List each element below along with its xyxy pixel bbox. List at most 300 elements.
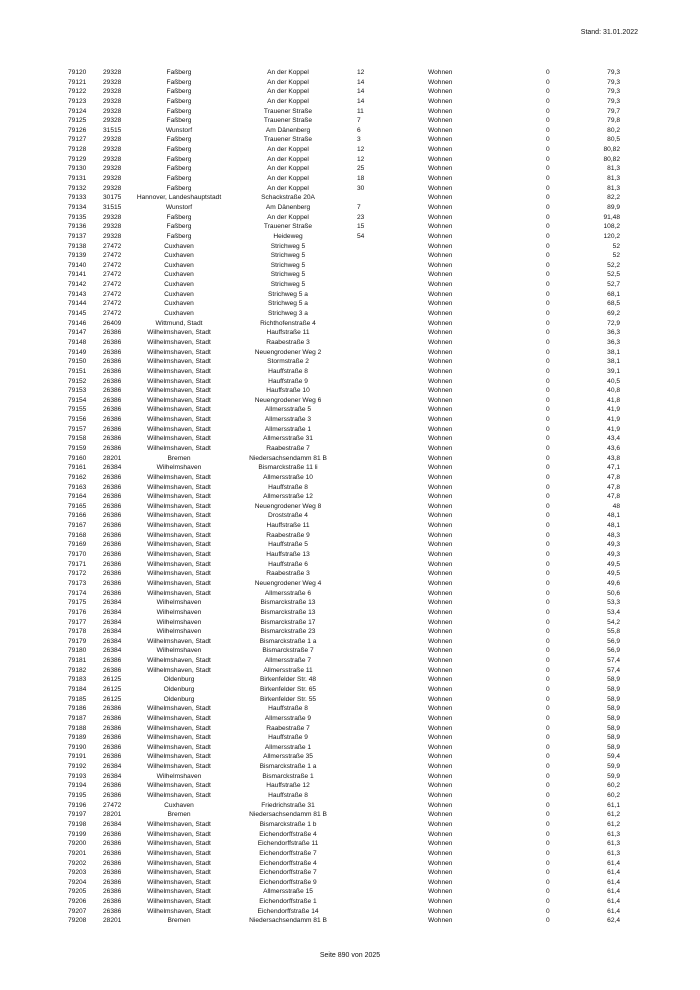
city: Cuxhaven <box>164 271 194 279</box>
city: Cuxhaven <box>164 252 194 260</box>
row-id: 79129 <box>68 155 87 163</box>
city: Wilhelmshaven, Stadt <box>147 849 211 857</box>
city: Wilhelmshaven, Stadt <box>147 483 211 491</box>
table-row <box>0 589 700 599</box>
usage: Wohnen <box>428 117 453 125</box>
table-row <box>0 97 700 107</box>
street: Bismarckstraße 13 <box>260 608 316 616</box>
postal-code: 27472 <box>103 281 122 289</box>
row-id: 79193 <box>68 772 87 780</box>
postal-code: 26384 <box>103 820 122 828</box>
city: Faßberg <box>166 146 192 154</box>
city: Wilhelmshaven <box>156 618 202 626</box>
usage: Wohnen <box>428 319 453 327</box>
table-row <box>0 714 700 724</box>
usage: Wohnen <box>428 589 453 597</box>
zero-value: 0 <box>546 493 550 501</box>
area-value: 80,82 <box>603 146 620 154</box>
usage: Wohnen <box>428 232 453 240</box>
area-value: 50,6 <box>607 589 620 597</box>
postal-code: 26386 <box>103 541 122 549</box>
area-value: 54,2 <box>607 618 620 626</box>
table-row <box>0 415 700 425</box>
table-row <box>0 116 700 126</box>
postal-code: 26386 <box>103 522 122 530</box>
table-row <box>0 608 700 618</box>
street: Neuengrodener Weg 8 <box>254 502 322 510</box>
row-id: 79177 <box>68 618 87 626</box>
usage: Wohnen <box>428 416 453 424</box>
row-id: 79153 <box>68 387 87 395</box>
zero-value: 0 <box>546 175 550 183</box>
zero-value: 0 <box>546 69 550 76</box>
postal-code: 26386 <box>103 734 122 742</box>
city: Wilhelmshaven, Stadt <box>147 338 211 346</box>
street: Am Dänenberg <box>265 203 311 211</box>
usage: Wohnen <box>428 184 453 192</box>
zero-value: 0 <box>546 743 550 751</box>
zero-value: 0 <box>546 203 550 211</box>
area-value: 79,3 <box>607 97 620 105</box>
street: Strichweg 5 <box>270 271 306 279</box>
usage: Wohnen <box>428 907 453 915</box>
street: An der Koppel <box>267 88 309 96</box>
table-row <box>0 155 700 165</box>
street: Allmersstraße 12 <box>263 493 313 501</box>
postal-code: 28201 <box>103 811 122 819</box>
zero-value: 0 <box>546 589 550 597</box>
street: An der Koppel <box>267 155 309 163</box>
row-id: 79154 <box>68 396 87 404</box>
row-id: 79157 <box>68 425 87 433</box>
street: Hauffstraße 11 <box>266 522 310 530</box>
city: Cuxhaven <box>164 261 194 269</box>
zero-value: 0 <box>546 695 550 703</box>
city: Faßberg <box>166 184 192 192</box>
area-value: 53,4 <box>607 608 620 616</box>
area-value: 58,9 <box>607 734 620 742</box>
street: Niedersachsendamm 81 B <box>249 917 327 925</box>
street: Raabestraße 7 <box>266 724 310 732</box>
table-row <box>0 473 700 483</box>
postal-code: 29328 <box>103 184 122 192</box>
usage: Wohnen <box>428 849 453 857</box>
table-row <box>0 367 700 377</box>
area-value: 53,3 <box>607 599 620 607</box>
postal-code: 26386 <box>103 493 122 501</box>
postal-code: 26386 <box>103 387 122 395</box>
street: Bismarckstraße 1 a <box>259 763 317 771</box>
area-value: 56,9 <box>607 637 620 645</box>
street: Bismarckstraße 1 a <box>259 637 317 645</box>
postal-code: 26384 <box>103 647 122 655</box>
zero-value: 0 <box>546 840 550 848</box>
table-row <box>0 492 700 502</box>
usage: Wohnen <box>428 763 453 771</box>
row-id: 79168 <box>68 531 87 539</box>
usage: Wohnen <box>428 599 453 607</box>
city: Wilhelmshaven, Stadt <box>147 358 211 366</box>
postal-code: 26384 <box>103 608 122 616</box>
city: Wilhelmshaven, Stadt <box>147 820 211 828</box>
row-id: 79202 <box>68 859 87 867</box>
city: Wilhelmshaven, Stadt <box>147 859 211 867</box>
city: Cuxhaven <box>164 242 194 250</box>
street: Hauffstraße 8 <box>268 367 308 375</box>
street: Schackstraße 20A <box>261 194 315 202</box>
postal-code: 26384 <box>103 599 122 607</box>
zero-value: 0 <box>546 917 550 925</box>
city: Wilhelmshaven, Stadt <box>147 666 211 674</box>
zero-value: 0 <box>546 676 550 684</box>
city: Oldenburg <box>163 676 195 684</box>
usage: Wohnen <box>428 165 453 173</box>
area-value: 79,7 <box>607 107 620 115</box>
area-value: 49,5 <box>607 570 620 578</box>
street: Allmersstraße 10 <box>263 473 313 481</box>
city: Wilhelmshaven, Stadt <box>147 502 211 510</box>
table-row <box>0 184 700 194</box>
postal-code: 27472 <box>103 310 122 318</box>
zero-value: 0 <box>546 310 550 318</box>
city: Wilhelmshaven, Stadt <box>147 396 211 404</box>
row-id: 79163 <box>68 483 87 491</box>
street: Eichendorffstraße 9 <box>259 878 317 886</box>
city: Wilhelmshaven, Stadt <box>147 907 211 915</box>
postal-code: 26386 <box>103 502 122 510</box>
table-row <box>0 425 700 435</box>
usage: Wohnen <box>428 579 453 587</box>
postal-code: 26386 <box>103 570 122 578</box>
city: Bremen <box>167 454 191 462</box>
table-row <box>0 145 700 155</box>
area-value: 36,3 <box>607 338 620 346</box>
street: Allmersstraße 15 <box>263 888 313 896</box>
row-id: 79167 <box>68 522 87 530</box>
city: Wilhelmshaven, Stadt <box>147 348 211 356</box>
zero-value: 0 <box>546 252 550 260</box>
table-row <box>0 531 700 541</box>
usage: Wohnen <box>428 107 453 115</box>
usage: Wohnen <box>428 820 453 828</box>
table-row <box>0 357 700 367</box>
street: Birkenfelder Str. 48 <box>259 676 317 684</box>
table-row <box>0 319 700 329</box>
city: Wilhelmshaven, Stadt <box>147 570 211 578</box>
zero-value: 0 <box>546 686 550 693</box>
city: Wilhelmshaven, Stadt <box>147 830 211 838</box>
table-row <box>0 405 700 415</box>
area-value: 40,8 <box>607 387 620 395</box>
table-row <box>0 820 700 830</box>
zero-value: 0 <box>546 522 550 530</box>
street: Neuengrodener Weg 2 <box>254 348 322 356</box>
area-value: 68,1 <box>607 290 620 298</box>
table-row <box>0 68 700 78</box>
street: An der Koppel <box>267 146 309 154</box>
table-row <box>0 251 700 261</box>
table-row <box>0 242 700 252</box>
row-id: 79180 <box>68 647 87 655</box>
postal-code: 27472 <box>103 801 122 809</box>
city: Faßberg <box>166 107 192 115</box>
postal-code: 29328 <box>103 213 122 221</box>
row-id: 79206 <box>68 898 87 906</box>
postal-code: 26386 <box>103 878 122 886</box>
usage: Wohnen <box>428 300 453 308</box>
table-row <box>0 87 700 97</box>
city: Wilhelmshaven, Stadt <box>147 473 211 481</box>
street: An der Koppel <box>267 78 309 86</box>
table-row <box>0 830 700 840</box>
area-value: 79,3 <box>607 78 620 86</box>
area-value: 52,7 <box>607 281 620 289</box>
usage: Wohnen <box>428 493 453 501</box>
table-row <box>0 627 700 637</box>
zero-value: 0 <box>546 126 550 134</box>
postal-code: 29328 <box>103 146 122 154</box>
city: Wilhelmshaven, Stadt <box>147 425 211 433</box>
table-row <box>0 454 700 464</box>
area-value: 60,2 <box>607 782 620 790</box>
usage: Wohnen <box>428 666 453 674</box>
zero-value: 0 <box>546 763 550 771</box>
area-value: 61,4 <box>607 859 620 867</box>
postal-code: 26384 <box>103 772 122 780</box>
city: Faßberg <box>166 69 192 76</box>
table-row <box>0 743 700 753</box>
page-number: Seite 890 von 2025 <box>319 952 381 959</box>
zero-value: 0 <box>546 454 550 462</box>
city: Wilhelmshaven <box>156 628 202 636</box>
city: Wilhelmshaven, Stadt <box>147 435 211 443</box>
usage: Wohnen <box>428 69 453 76</box>
street: Niedersachsendamm 81 B <box>249 811 327 819</box>
postal-code: 26386 <box>103 589 122 597</box>
usage: Wohnen <box>428 917 453 925</box>
postal-code: 29328 <box>103 165 122 173</box>
house-number: 12 <box>357 155 365 163</box>
area-value: 82,2 <box>607 194 620 202</box>
usage: Wohnen <box>428 502 453 510</box>
usage: Wohnen <box>428 454 453 462</box>
table-row <box>0 791 700 801</box>
city: Faßberg <box>166 223 192 231</box>
zero-value: 0 <box>546 772 550 780</box>
zero-value: 0 <box>546 165 550 173</box>
street: An der Koppel <box>267 97 309 105</box>
zero-value: 0 <box>546 599 550 607</box>
postal-code: 26386 <box>103 396 122 404</box>
zero-value: 0 <box>546 753 550 761</box>
postal-code: 30175 <box>103 194 122 202</box>
usage: Wohnen <box>428 155 453 163</box>
usage: Wohnen <box>428 329 453 337</box>
area-value: 52 <box>612 252 620 260</box>
postal-code: 26384 <box>103 628 122 636</box>
zero-value: 0 <box>546 801 550 809</box>
postal-code: 26386 <box>103 579 122 587</box>
usage: Wohnen <box>428 338 453 346</box>
city: Cuxhaven <box>164 310 194 318</box>
area-value: 61,4 <box>607 898 620 906</box>
usage: Wohnen <box>428 425 453 433</box>
area-value: 58,9 <box>607 724 620 732</box>
street: Bismarckstraße 1 b <box>259 820 317 828</box>
row-id: 79148 <box>68 338 87 346</box>
row-id: 79155 <box>68 406 87 414</box>
usage: Wohnen <box>428 271 453 279</box>
usage: Wohnen <box>428 695 453 703</box>
city: Wilhelmshaven, Stadt <box>147 531 211 539</box>
area-value: 48 <box>612 502 620 510</box>
row-id: 79203 <box>68 869 87 877</box>
row-id: 79138 <box>68 242 87 250</box>
usage: Wohnen <box>428 444 453 452</box>
zero-value: 0 <box>546 647 550 655</box>
street: Hauffstraße 9 <box>268 734 308 742</box>
area-value: 41,9 <box>607 406 620 414</box>
street: An der Koppel <box>267 69 309 76</box>
city: Wilhelmshaven, Stadt <box>147 493 211 501</box>
city: Wilhelmshaven, Stadt <box>147 840 211 848</box>
area-value: 49,6 <box>607 579 620 587</box>
row-id: 79181 <box>68 657 87 665</box>
street: Eichendorffstraße 1 <box>259 898 317 906</box>
house-number: 7 <box>357 117 361 125</box>
street: Droststraße 4 <box>268 512 308 520</box>
house-number: 15 <box>357 223 365 231</box>
city: Wilhelmshaven, Stadt <box>147 367 211 375</box>
city: Cuxhaven <box>164 290 194 298</box>
usage: Wohnen <box>428 522 453 530</box>
area-value: 81,3 <box>607 184 620 192</box>
usage: Wohnen <box>428 772 453 780</box>
usage: Wohnen <box>428 811 453 819</box>
street: Eichendorffstraße 7 <box>259 869 317 877</box>
table-row <box>0 540 700 550</box>
house-number: 7 <box>357 203 361 211</box>
postal-code: 26386 <box>103 657 122 665</box>
zero-value: 0 <box>546 820 550 828</box>
area-value: 59,9 <box>607 763 620 771</box>
postal-code: 26384 <box>103 637 122 645</box>
table-row <box>0 299 700 309</box>
street: Bismarckstraße 7 <box>262 647 314 655</box>
row-id: 79186 <box>68 705 87 713</box>
row-id: 79196 <box>68 801 87 809</box>
zero-value: 0 <box>546 657 550 665</box>
row-id: 79136 <box>68 223 87 231</box>
row-id: 79194 <box>68 782 87 790</box>
zero-value: 0 <box>546 377 550 385</box>
area-value: 61,2 <box>607 811 620 819</box>
zero-value: 0 <box>546 898 550 906</box>
row-id: 79134 <box>68 203 87 211</box>
table-row <box>0 502 700 512</box>
street: Eichendorffstraße 4 <box>259 830 317 838</box>
area-value: 61,4 <box>607 869 620 877</box>
street: Raabestraße 9 <box>266 531 310 539</box>
table-row <box>0 724 700 734</box>
usage: Wohnen <box>428 560 453 568</box>
street: Raabestraße 3 <box>266 570 310 578</box>
row-id: 79162 <box>68 473 87 481</box>
table-row <box>0 675 700 685</box>
street: Strichweg 5 a <box>268 300 308 308</box>
row-id: 79198 <box>68 820 87 828</box>
area-value: 52 <box>612 242 620 250</box>
table-row <box>0 762 700 772</box>
table-row <box>0 868 700 878</box>
row-id: 79190 <box>68 743 87 751</box>
postal-code: 26386 <box>103 512 122 520</box>
city: Bremen <box>167 917 191 925</box>
row-id: 79182 <box>68 666 87 674</box>
usage: Wohnen <box>428 194 453 202</box>
row-id: 79149 <box>68 348 87 356</box>
table-row <box>0 801 700 811</box>
postal-code: 26386 <box>103 782 122 790</box>
postal-code: 26125 <box>103 695 122 703</box>
usage: Wohnen <box>428 78 453 86</box>
zero-value: 0 <box>546 367 550 375</box>
usage: Wohnen <box>428 136 453 144</box>
area-value: 56,9 <box>607 647 620 655</box>
zero-value: 0 <box>546 117 550 125</box>
postal-code: 27472 <box>103 290 122 298</box>
street: Hauffstraße 10 <box>266 387 310 395</box>
row-id: 79166 <box>68 512 87 520</box>
usage: Wohnen <box>428 310 453 318</box>
row-id: 79130 <box>68 165 87 173</box>
house-number: 6 <box>357 126 361 134</box>
row-id: 79173 <box>68 579 87 587</box>
table-row <box>0 878 700 888</box>
row-id: 79179 <box>68 637 87 645</box>
area-value: 68,5 <box>607 300 620 308</box>
row-id: 79131 <box>68 175 87 183</box>
zero-value: 0 <box>546 232 550 240</box>
house-number: 25 <box>357 165 365 173</box>
city: Faßberg <box>166 117 192 125</box>
zero-value: 0 <box>546 184 550 192</box>
usage: Wohnen <box>428 348 453 356</box>
street: Raabestraße 7 <box>266 444 310 452</box>
city: Wilhelmshaven, Stadt <box>147 387 211 395</box>
zero-value: 0 <box>546 290 550 298</box>
postal-code: 27472 <box>103 261 122 269</box>
area-value: 120,2 <box>603 232 620 240</box>
usage: Wohnen <box>428 367 453 375</box>
table-row <box>0 377 700 387</box>
usage: Wohnen <box>428 898 453 906</box>
street: Allmersstraße 7 <box>264 657 312 665</box>
table-row <box>0 733 700 743</box>
row-id: 79174 <box>68 589 87 597</box>
city: Wilhelmshaven, Stadt <box>147 705 211 713</box>
usage: Wohnen <box>428 175 453 183</box>
row-id: 79140 <box>68 261 87 269</box>
area-value: 38,1 <box>607 358 620 366</box>
area-value: 49,5 <box>607 560 620 568</box>
street: Friedrichstraße 31 <box>261 801 315 809</box>
row-id: 79159 <box>68 444 87 452</box>
row-id: 79204 <box>68 878 87 886</box>
postal-code: 26386 <box>103 473 122 481</box>
zero-value: 0 <box>546 541 550 549</box>
zero-value: 0 <box>546 551 550 559</box>
